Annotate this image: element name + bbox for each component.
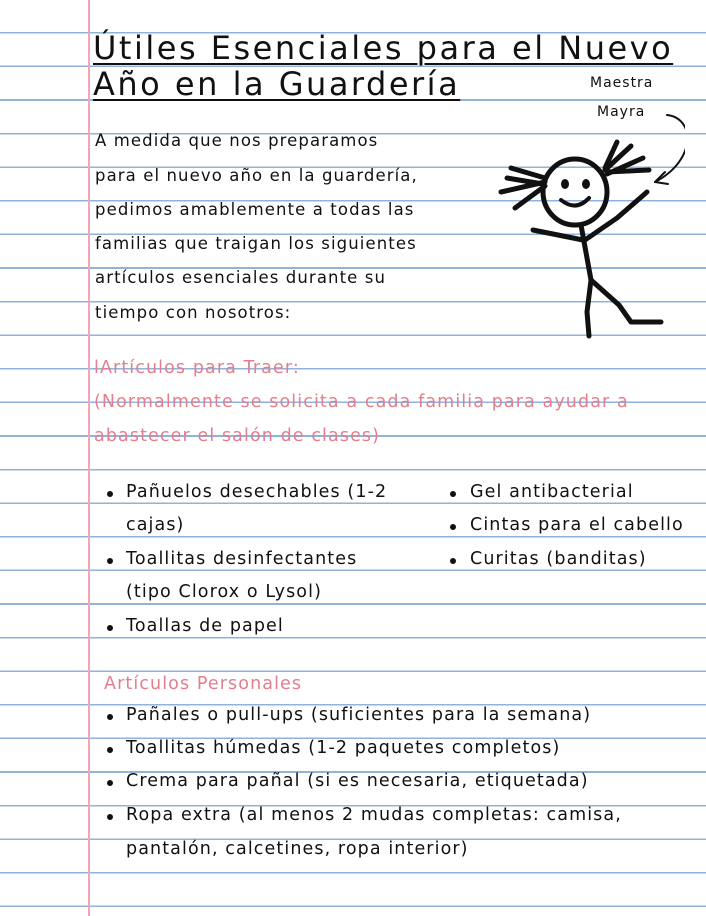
bullet xyxy=(107,558,113,564)
list-item: Crema para pañal (si es necesaria, etiquetada) xyxy=(126,771,589,791)
list-item: Toallitas desinfectantes xyxy=(126,549,358,569)
intro-line: pedimos amablemente a todas las xyxy=(95,200,415,219)
list-item: Toallitas húmedas (1-2 paquetes completos) xyxy=(126,738,561,758)
list-item: Cintas para el cabello xyxy=(470,515,684,535)
supplies-note-line: (Normalmente se solicita a cada familia para ayudar a xyxy=(94,392,629,412)
notebook-margin-line xyxy=(88,0,90,916)
intro-line: artículos esenciales durante su xyxy=(95,268,387,287)
list-item-continuation: pantalón, calcetines, ropa interior) xyxy=(126,839,469,859)
stick-figure-girl-illustration xyxy=(485,100,685,345)
intro-line: familias que traigan los siguientes xyxy=(95,234,417,253)
intro-line: A medida que nos preparamos xyxy=(95,131,379,150)
girl-drawing xyxy=(501,142,661,336)
bullet xyxy=(450,558,456,564)
teacher-label: Maestra xyxy=(590,75,654,91)
intro-line: para el nuevo año en la guardería, xyxy=(95,166,418,185)
page-title xyxy=(93,30,673,102)
teacher-pointer-arrow xyxy=(655,115,685,184)
supplies-note-line: abastecer el salón de clases) xyxy=(94,426,381,446)
bullet xyxy=(107,780,113,786)
list-item: Curitas (banditas) xyxy=(470,549,647,569)
bullet xyxy=(107,714,113,720)
bullet xyxy=(107,491,113,497)
page-title-line-2: Año en la Guardería xyxy=(93,65,461,103)
page-title-line-1: Útiles Esenciales para el Nuevo xyxy=(93,29,674,67)
list-item: Pañuelos desechables (1-2 xyxy=(126,482,388,502)
intro-line: tiempo con nosotros: xyxy=(95,303,292,322)
bullet xyxy=(450,524,456,530)
teacher-name: Mayra xyxy=(597,104,646,120)
list-item: Ropa extra (al menos 2 mudas completas: camisa, xyxy=(126,805,622,825)
list-item: Toallas de papel xyxy=(126,616,284,636)
list-item: Gel antibacterial xyxy=(470,482,634,502)
list-item-continuation: cajas) xyxy=(126,515,185,535)
supplies-heading: lArtículos para Traer: xyxy=(94,358,300,378)
list-item-continuation: (tipo Clorox o Lysol) xyxy=(126,582,322,602)
list-item: Pañales o pull-ups (suficientes para la semana) xyxy=(126,705,592,725)
bullet xyxy=(107,625,113,631)
bullet xyxy=(450,491,456,497)
bullet xyxy=(107,814,113,820)
girl-face xyxy=(561,179,590,206)
personal-heading: Artículos Personales xyxy=(104,674,303,694)
bullet xyxy=(107,747,113,753)
